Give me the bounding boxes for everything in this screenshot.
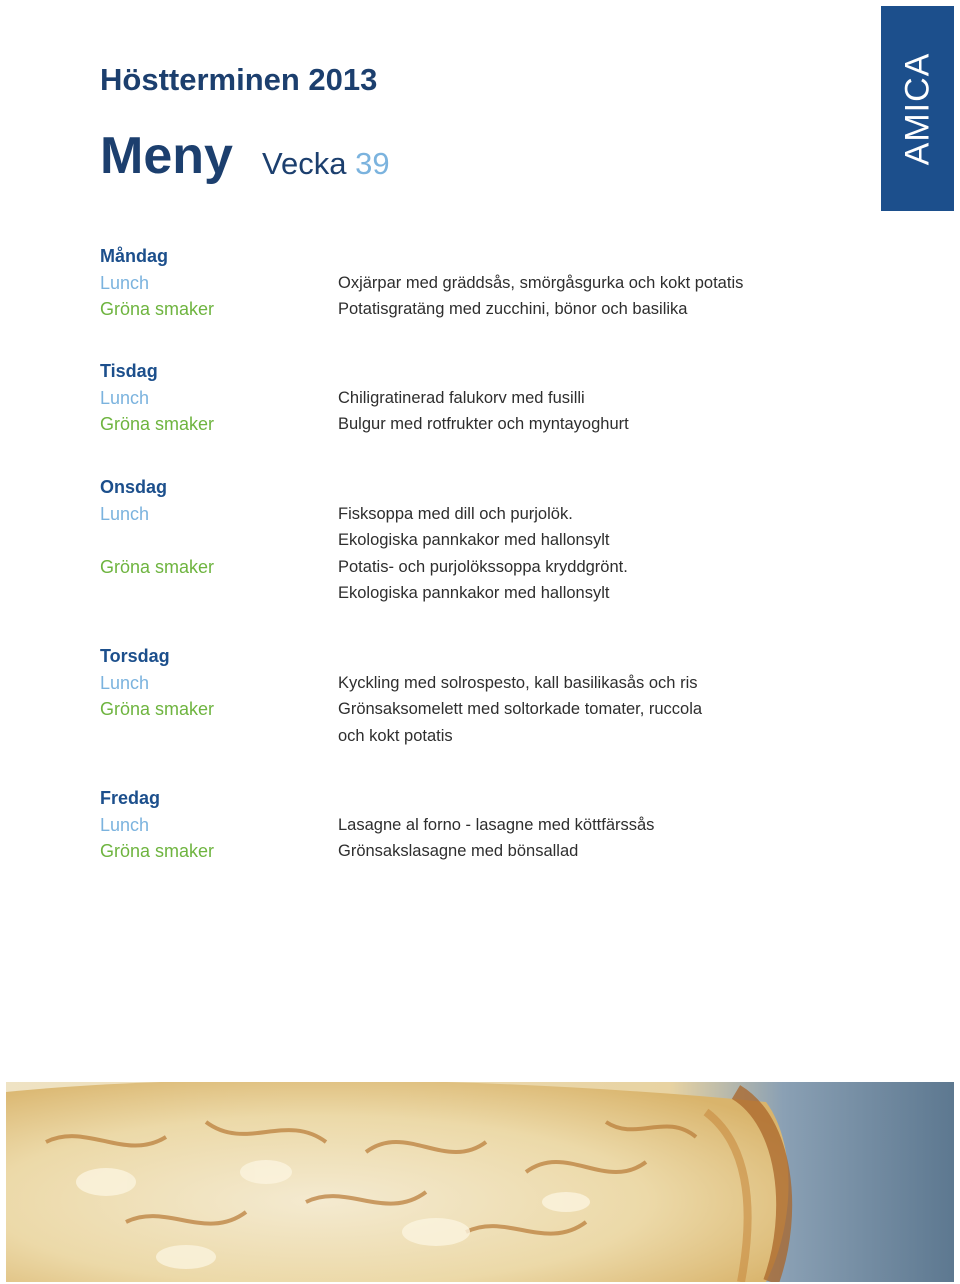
- green-label: Gröna smaker: [100, 556, 215, 577]
- day-section-thursday: [100, 643, 880, 749]
- term-title: Höstterminen 2013: [100, 62, 378, 97]
- green-dish: Potatis- och purjolökssoppa kryddgrönt.: [338, 557, 628, 576]
- green-dish: Bulgur med rotfrukter och myntayoghurt: [338, 415, 629, 433]
- brand-logo-tab: [881, 6, 954, 211]
- pancake-illustration: [6, 1082, 954, 1282]
- day-section-tuesday: [100, 358, 880, 438]
- menu-title: Meny: [100, 127, 233, 185]
- day-section-monday: [100, 243, 880, 323]
- lunch-dish: Chiligratinerad falukorv med fusilli: [338, 388, 585, 407]
- green-dish: Grönsakslasagne med bönsallad: [338, 842, 579, 860]
- lunch-dish: Ekologiska pannkakor med hallonsylt: [338, 531, 610, 549]
- lunch-label: Lunch: [100, 672, 150, 693]
- food-photo: [6, 1082, 954, 1282]
- green-label: Gröna smaker: [100, 699, 215, 719]
- lunch-dish: Lasagne al forno - lasagne med köttfärssås: [338, 815, 655, 834]
- lunch-label: Lunch: [100, 503, 150, 524]
- green-dish: Grönsaksomelett med soltorkade tomater, ruccola: [338, 700, 703, 718]
- green-dish: Potatisgratäng med zucchini, bönor och basilika: [338, 300, 688, 318]
- day-name: Tisdag: [100, 361, 158, 381]
- lunch-label: Lunch: [100, 387, 150, 408]
- day-name: Onsdag: [100, 477, 168, 497]
- day-name: Torsdag: [100, 646, 170, 666]
- green-label: Gröna smaker: [100, 841, 215, 861]
- lunch-dish: Oxjärpar med gräddsås, smörgåsgurka och kokt potatis: [338, 273, 744, 292]
- green-label: Gröna smaker: [100, 414, 215, 434]
- lunch-dish: Fisksoppa med dill och purjolök.: [338, 504, 573, 523]
- lunch-dish: Kyckling med solrospesto, kall basilikasås och ris: [338, 673, 698, 692]
- brand-logo-text: AMICA: [898, 52, 936, 165]
- lunch-label: Lunch: [100, 272, 150, 293]
- green-dish: och kokt potatis: [338, 726, 453, 745]
- week-label: [262, 146, 390, 182]
- day-name: Måndag: [100, 246, 169, 266]
- day-section-wednesday: [100, 474, 880, 607]
- green-dish: Ekologiska pannkakor med hallonsylt: [338, 584, 610, 602]
- green-label: Gröna smaker: [100, 299, 215, 319]
- week-number: 39: [355, 146, 390, 181]
- week-word: Vecka: [262, 146, 347, 181]
- lunch-label: Lunch: [100, 814, 150, 835]
- day-section-friday: [100, 785, 880, 865]
- day-name: Fredag: [100, 788, 161, 808]
